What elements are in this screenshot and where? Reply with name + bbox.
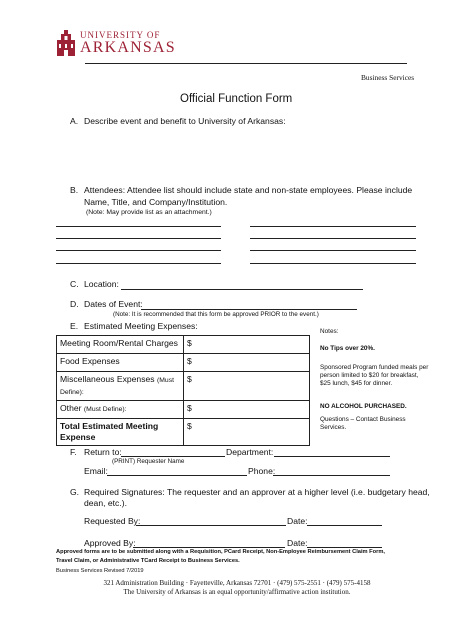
section-b-note: (Note: May provide list as an attachment.) (86, 209, 212, 216)
approved-by-label: Approved By: (84, 538, 136, 548)
section-d-letter: D. (70, 299, 79, 309)
department-field[interactable] (274, 456, 390, 457)
logo-university-text: UNIVERSITY OF (80, 30, 161, 40)
location-label: Location: (84, 279, 119, 289)
dates-label: Dates of Event: (84, 299, 143, 309)
section-g-line2: dean, etc.). (84, 498, 127, 508)
email-label: Email: (84, 466, 108, 476)
email-field[interactable] (107, 475, 247, 476)
return-to-label: Return to: (84, 447, 122, 457)
notes-heading: Notes: (320, 328, 339, 335)
footer-instructions-line2: Travel Claim, or Administrative TCard Receipt to Business Services. (56, 558, 240, 564)
footer-instructions-line1: Approved forms are to be submitted along with a Requisition, PCard Receipt, Non-Employee Reimbursement Claim Form, (56, 549, 385, 555)
notes-questions: Questions – Contact Business Services. (320, 416, 406, 431)
expense-amount-field[interactable]: $ (184, 401, 310, 419)
expense-total-field[interactable]: $ (184, 419, 310, 446)
dates-field[interactable] (141, 309, 357, 310)
phone-label: Phone: (248, 466, 276, 476)
requested-by-signature-field[interactable] (136, 525, 286, 526)
table-row (57, 401, 310, 419)
requested-date-field[interactable] (307, 525, 382, 526)
old-main-building-icon (55, 28, 77, 58)
department-label: Department: (226, 447, 274, 457)
section-c-letter: C. (70, 279, 79, 289)
form-title: Official Function Form (180, 93, 293, 105)
attendee-line[interactable] (56, 250, 221, 251)
expense-amount-field[interactable]: $ (184, 354, 310, 372)
notes-tips: No Tips over 20%. (320, 345, 375, 352)
section-a-letter: A. (70, 116, 79, 126)
attendee-line[interactable] (250, 250, 416, 251)
requester-name-caption: (PRINT) Requester Name (112, 458, 185, 465)
attendee-line[interactable] (250, 226, 416, 227)
section-e-letter: E. (70, 321, 79, 331)
notes-sponsored: Sponsored Program funded meals per person limited to $20 for breakfast, $25 lunch, $45 for dinner. (320, 364, 429, 387)
revision-note: Business Services Revised 7/2019 (56, 568, 144, 574)
section-g-letter: G. (70, 487, 80, 497)
table-row (57, 372, 310, 401)
section-b-line1: Attendees: Attendee list should include state and non-state employees. Please include (84, 185, 413, 195)
phone-field[interactable] (273, 475, 390, 476)
attendee-line[interactable] (56, 226, 221, 227)
expenses-table (56, 335, 310, 446)
attendee-line[interactable] (56, 238, 221, 239)
expense-label: Miscellaneous Expenses (Must Define): (57, 372, 184, 401)
expenses-label: Estimated Meeting Expenses: (84, 321, 198, 331)
department-name: Business Services (361, 73, 415, 82)
attendee-line[interactable] (250, 238, 416, 239)
event-description-field[interactable] (84, 128, 414, 180)
table-row (57, 336, 310, 354)
table-row (57, 419, 310, 446)
approved-date-label: Date: (287, 538, 308, 548)
logo-arkansas-text: ARKANSAS (80, 39, 176, 56)
requested-by-label: Requested By: (84, 516, 141, 526)
section-f-letter: F. (70, 447, 77, 457)
expense-amount-field[interactable]: $ (184, 336, 310, 354)
attendee-line[interactable] (56, 263, 221, 264)
header-rule (85, 63, 407, 64)
requester-name-field[interactable] (121, 456, 225, 457)
expense-label: Meeting Room/Rental Charges (57, 336, 184, 354)
section-d-note: (Note: It is recommended that this form be approved PRIOR to the event.) (113, 311, 319, 318)
expense-label: Other (Must Define): (57, 401, 184, 419)
attendee-line[interactable] (250, 263, 416, 264)
section-b-line2: Name, Title, and Company/Institution. (84, 197, 228, 207)
notes-alcohol: NO ALCOHOL PURCHASED. (320, 403, 407, 410)
footer-eeo-statement: The University of Arkansas is an equal opportunity/affirmative action institution. (123, 588, 351, 596)
approved-by-signature-field[interactable] (133, 547, 285, 548)
section-a-text: Describe event and benefit to University of Arkansas: (84, 116, 286, 126)
requested-date-label: Date: (287, 516, 308, 526)
expense-amount-field[interactable]: $ (184, 372, 310, 401)
approved-date-field[interactable] (307, 547, 382, 548)
expense-total-label: Total Estimated Meeting Expense (57, 419, 184, 446)
expense-label: Food Expenses (57, 354, 184, 372)
table-row (57, 354, 310, 372)
section-b-letter: B. (70, 185, 79, 195)
location-field[interactable] (121, 289, 363, 290)
footer-address: 321 Administration Building · Fayetteville, Arkansas 72701 · (479) 575-2551 · (479) 575-4158 (103, 579, 371, 587)
section-g-line1: Required Signatures: The requester and an approver at a higher level (i.e. budgetary head, (84, 487, 430, 497)
